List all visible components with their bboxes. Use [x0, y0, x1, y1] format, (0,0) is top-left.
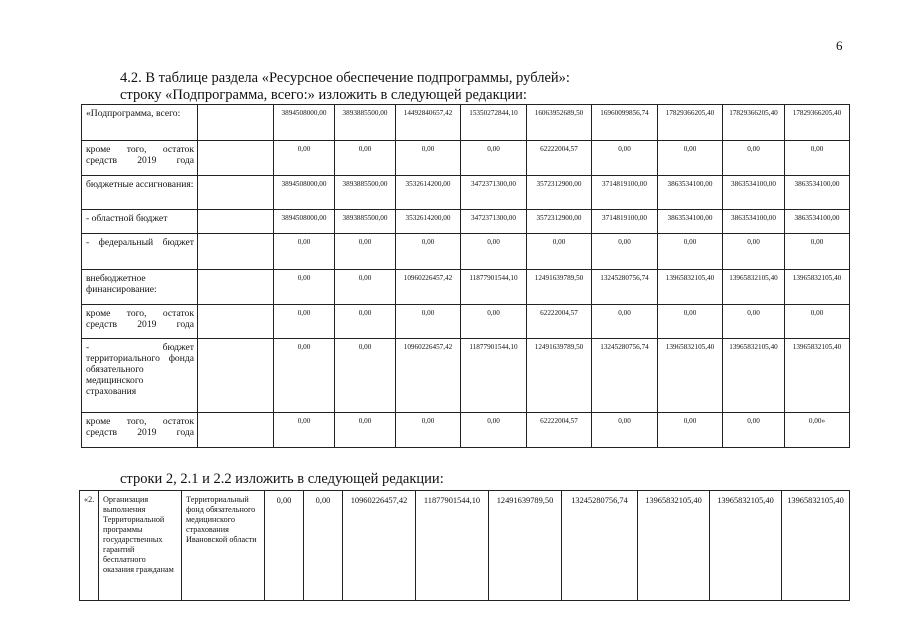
value-cell: 0,00	[304, 491, 343, 601]
rows-table	[79, 490, 850, 601]
value-cell: 0,00	[592, 141, 658, 176]
empty-cell	[198, 270, 274, 305]
value-cell: 0,00	[658, 141, 723, 176]
value-cell: 0,00	[396, 234, 461, 270]
value-cell: 12491639789,50	[489, 491, 562, 601]
table-row	[82, 234, 850, 270]
row-name: Организация выполнения Территориальной программы государственных гарантий бесплатного оказания гражданам	[99, 491, 182, 601]
value-cell: 17829366205,40	[723, 105, 785, 141]
value-cell: 0,00	[592, 305, 658, 339]
table-row	[82, 210, 850, 234]
resource-table	[81, 104, 850, 448]
value-cell: 0,00	[461, 413, 527, 448]
empty-cell	[198, 141, 274, 176]
page-number: 6	[836, 38, 843, 53]
value-cell: 3572312900,00	[527, 176, 592, 210]
table-row	[80, 491, 850, 601]
value-cell: 10960226457,42	[396, 270, 461, 305]
table-row	[82, 339, 850, 413]
value-cell: 0,00	[658, 413, 723, 448]
empty-cell	[198, 210, 274, 234]
value-cell: 3714819100,00	[592, 176, 658, 210]
value-cell: 13245280756,74	[592, 270, 658, 305]
value-cell: 13965832105,40	[785, 270, 850, 305]
row-label: кроме того, остаток средств 2019 года	[82, 413, 198, 448]
row-executor: Территориальный фонд обязательного медицинского страхования Ивановской области	[182, 491, 265, 601]
value-cell: 3894508000,00	[274, 105, 335, 141]
empty-cell	[198, 176, 274, 210]
value-cell: 13965832105,40	[723, 270, 785, 305]
row-label: - федеральный бюджет	[82, 234, 198, 270]
value-cell: 3894508000,00	[274, 176, 335, 210]
value-cell: 10960226457,42	[343, 491, 416, 601]
value-cell: 12491639789,50	[527, 339, 592, 413]
value-cell: 0,00	[723, 413, 785, 448]
value-cell: 0,00	[461, 234, 527, 270]
value-cell: 3893885500,00	[335, 210, 396, 234]
value-cell: 0,00	[274, 270, 335, 305]
row-label: - областной бюджет	[82, 210, 198, 234]
table-row	[82, 413, 850, 448]
table-row	[82, 270, 850, 305]
value-cell: 13965832105,40	[710, 491, 782, 601]
empty-cell	[198, 305, 274, 339]
value-cell: 13965832105,40	[723, 339, 785, 413]
row-label: кроме того, остаток средств 2019 года	[82, 141, 198, 176]
empty-cell	[198, 413, 274, 448]
value-cell: 3893885500,00	[335, 105, 396, 141]
value-cell: 3472371300,00	[461, 210, 527, 234]
row-label: «Подпрограмма, всего:	[82, 105, 198, 141]
value-cell: 0,00	[274, 413, 335, 448]
value-cell: 13245280756,74	[592, 339, 658, 413]
instruction-heading-2: строки 2, 2.1 и 2.2 изложить в следующей редакции:	[120, 471, 444, 487]
value-cell: 3894508000,00	[274, 210, 335, 234]
value-cell: 0,00	[335, 339, 396, 413]
value-cell: 13965832105,40	[782, 491, 850, 601]
value-cell: 13965832105,40	[785, 339, 850, 413]
value-cell: 3863534100,00	[723, 176, 785, 210]
empty-cell	[198, 105, 274, 141]
value-cell: 12491639789,50	[527, 270, 592, 305]
value-cell: 3863534100,00	[723, 210, 785, 234]
value-cell: 0,00	[335, 234, 396, 270]
value-cell: 3532614200,00	[396, 176, 461, 210]
row-label: бюджетные ассигнования:	[82, 176, 198, 210]
value-cell: 3532614200,00	[396, 210, 461, 234]
value-cell: 11877901544,10	[461, 339, 527, 413]
value-cell: 0,00	[461, 141, 527, 176]
value-cell: 11877901544,10	[416, 491, 489, 601]
value-cell: 0,00	[265, 491, 304, 601]
table-row	[82, 305, 850, 339]
value-cell: 62222004,57	[527, 305, 592, 339]
value-cell: 3863534100,00	[658, 176, 723, 210]
value-cell: 0,00	[461, 305, 527, 339]
value-cell: 13245280756,74	[562, 491, 638, 601]
value-cell: 0,00	[723, 305, 785, 339]
value-cell: 3714819100,00	[592, 210, 658, 234]
value-cell: 0,00	[335, 305, 396, 339]
value-cell: 16063952689,50	[527, 105, 592, 141]
value-cell: 0,00	[335, 141, 396, 176]
value-cell: 0,00	[592, 413, 658, 448]
value-cell: 0,00	[785, 141, 850, 176]
instruction-heading: строку «Подпрограмма, всего:» изложить в следующей редакции:	[120, 87, 527, 103]
table-row	[82, 141, 850, 176]
empty-cell	[198, 339, 274, 413]
value-cell: 3472371300,00	[461, 176, 527, 210]
value-cell: 0,00	[274, 141, 335, 176]
value-cell: 0,00	[396, 413, 461, 448]
value-cell: 0,00	[785, 305, 850, 339]
value-cell: 11877901544,10	[461, 270, 527, 305]
section-heading: 4.2. В таблице раздела «Ресурсное обеспечение подпрограммы, рублей»:	[120, 70, 570, 86]
value-cell: 0,00	[723, 141, 785, 176]
value-cell: 17829366205,40	[658, 105, 723, 141]
value-cell: 0,00	[527, 234, 592, 270]
value-cell: 0,00	[658, 234, 723, 270]
value-cell: 0,00	[396, 305, 461, 339]
value-cell: 13965832105,40	[638, 491, 710, 601]
value-cell: 0,00	[274, 305, 335, 339]
value-cell: 0,00	[396, 141, 461, 176]
value-cell: 0,00	[658, 305, 723, 339]
value-cell: 3863534100,00	[658, 210, 723, 234]
value-cell: 10960226457,42	[396, 339, 461, 413]
value-cell: 0,00	[335, 413, 396, 448]
value-cell: 0,00	[592, 234, 658, 270]
value-cell: 0,00»	[785, 413, 850, 448]
row-number: «2.	[80, 491, 99, 601]
value-cell: 62222004,57	[527, 141, 592, 176]
value-cell: 0,00	[274, 339, 335, 413]
value-cell: 16960099856,74	[592, 105, 658, 141]
value-cell: 0,00	[785, 234, 850, 270]
value-cell: 3572312900,00	[527, 210, 592, 234]
value-cell: 15350272844,10	[461, 105, 527, 141]
value-cell: 0,00	[274, 234, 335, 270]
value-cell: 13965832105,40	[658, 270, 723, 305]
value-cell: 0,00	[335, 270, 396, 305]
value-cell: 3863534100,00	[785, 210, 850, 234]
value-cell: 3863534100,00	[785, 176, 850, 210]
table-row	[82, 176, 850, 210]
row-label: внебюджетное финансирование:	[82, 270, 198, 305]
value-cell: 17829366205,40	[785, 105, 850, 141]
row-label: - бюджет территориального фонда обязательного медицинского страхования	[82, 339, 198, 413]
table-row	[82, 105, 850, 141]
value-cell: 14492840657,42	[396, 105, 461, 141]
value-cell: 3893885500,00	[335, 176, 396, 210]
row-label: кроме того, остаток средств 2019 года	[82, 305, 198, 339]
value-cell: 13965832105,40	[658, 339, 723, 413]
empty-cell	[198, 234, 274, 270]
value-cell: 62222004,57	[527, 413, 592, 448]
value-cell: 0,00	[723, 234, 785, 270]
